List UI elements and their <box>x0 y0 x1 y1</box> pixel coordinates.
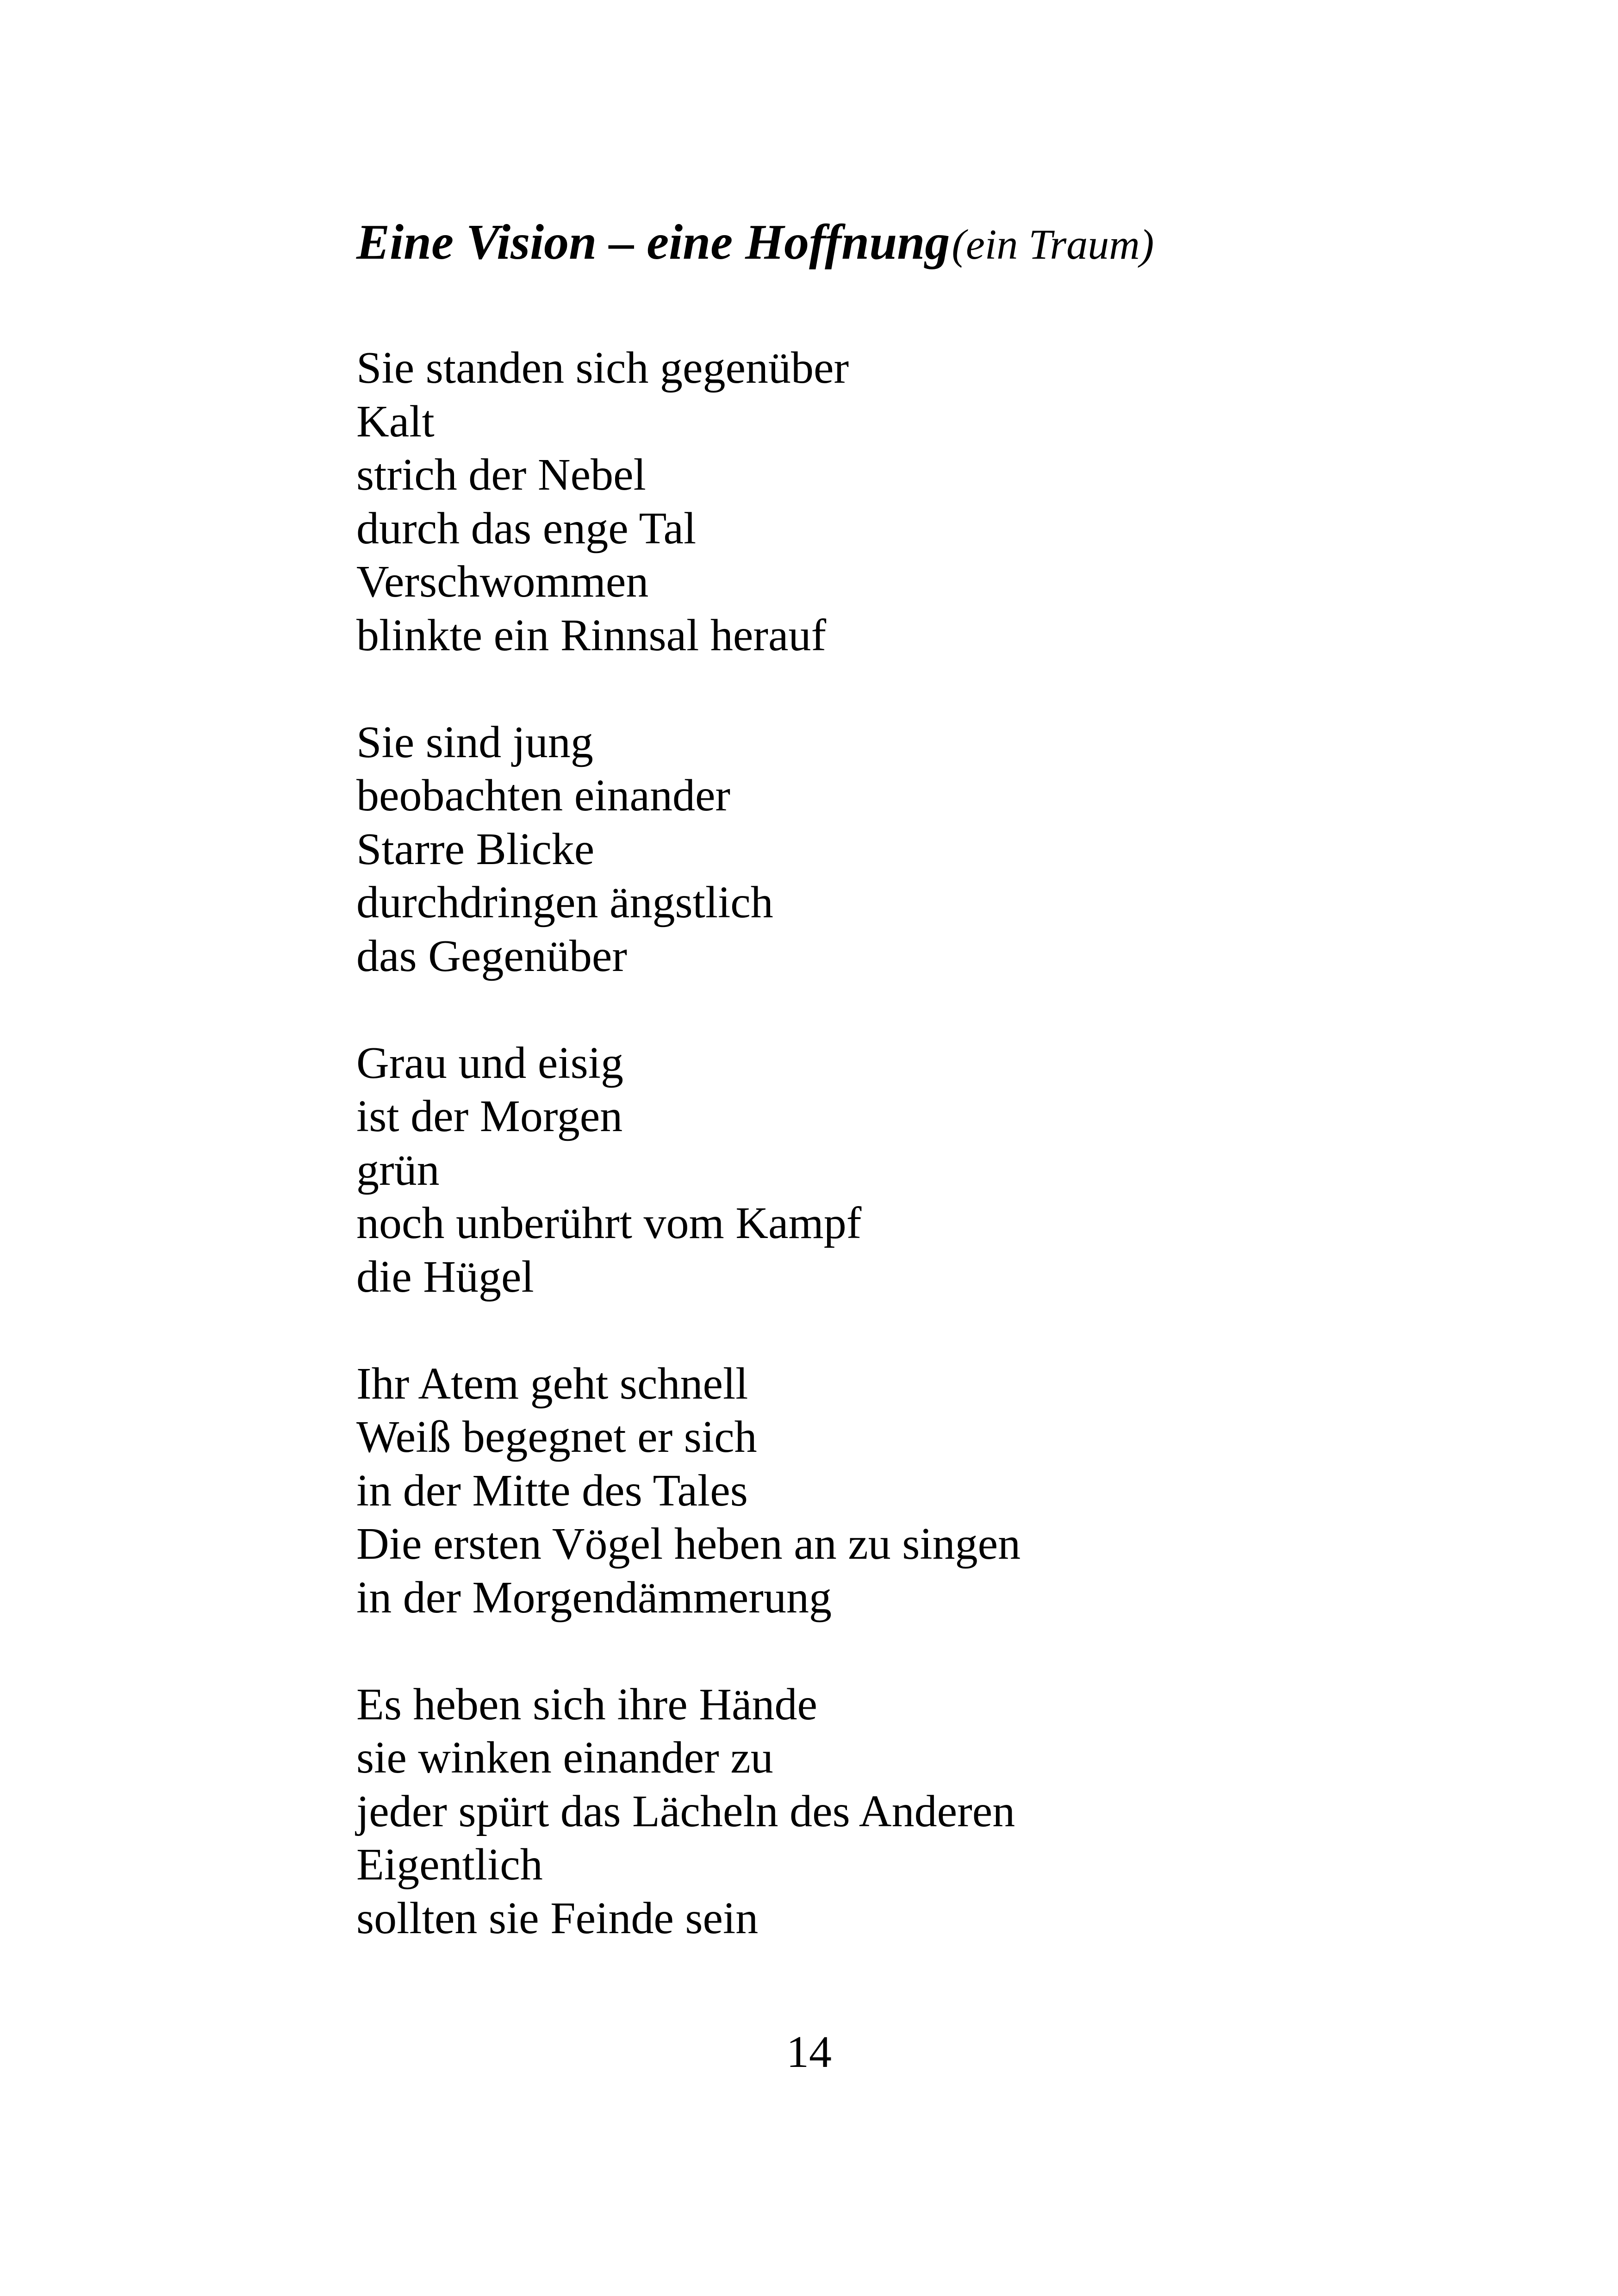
poem-line: Weiß begegnet er sich <box>356 1412 757 1462</box>
poem-line: Verschwommen <box>356 557 649 607</box>
poem-line: in der Mitte des Tales <box>356 1465 748 1516</box>
poem-line: jeder spürt das Lächeln des Anderen <box>356 1786 1015 1836</box>
poem-line: Eigentlich <box>356 1840 543 1890</box>
poem-line: grün <box>356 1145 440 1195</box>
poem-line: durch das enge Tal <box>356 503 697 554</box>
stanza-3 <box>356 1037 1021 1304</box>
page-number: 14 <box>786 2027 832 2077</box>
stanza-4 <box>356 1357 1021 1625</box>
poem-title-main: Eine Vision – eine Hoffnung <box>356 215 950 270</box>
poem-line: beobachten einander <box>356 771 731 821</box>
poem-body <box>356 342 1021 1945</box>
poem-title <box>356 215 1154 270</box>
poem-line: Es heben sich ihre Hände <box>356 1679 817 1730</box>
stanza-1 <box>356 342 1021 662</box>
poem-line: Sie sind jung <box>356 717 593 767</box>
poem-line: ist der Morgen <box>356 1091 623 1141</box>
poem-line: Ihr Atem geht schnell <box>356 1358 748 1409</box>
poem-line: durchdringen ängstlich <box>356 877 773 927</box>
poem-line: strich der Nebel <box>356 450 646 500</box>
poem-line: Die ersten Vögel heben an zu singen <box>356 1519 1021 1569</box>
poem-line: Kalt <box>356 396 435 447</box>
poem-title-sub: (ein Traum) <box>952 221 1154 268</box>
poem-line: sollten sie Feinde sein <box>356 1893 759 1943</box>
poem-line: sie winken einander zu <box>356 1733 773 1783</box>
poem-line: Sie standen sich gegenüber <box>356 343 849 393</box>
poem-line: das Gegenüber <box>356 931 628 981</box>
poem-line: noch unberührt vom Kampf <box>356 1198 862 1248</box>
stanza-5 <box>356 1678 1021 1946</box>
poem-line: Starre Blicke <box>356 824 595 874</box>
poem-line: blinkte ein Rinnsal herauf <box>356 610 827 660</box>
poem-line: die Hügel <box>356 1251 534 1302</box>
poem-line: in der Morgendämmerung <box>356 1572 832 1623</box>
stanza-2 <box>356 716 1021 983</box>
poem-line: Grau und eisig <box>356 1038 623 1088</box>
